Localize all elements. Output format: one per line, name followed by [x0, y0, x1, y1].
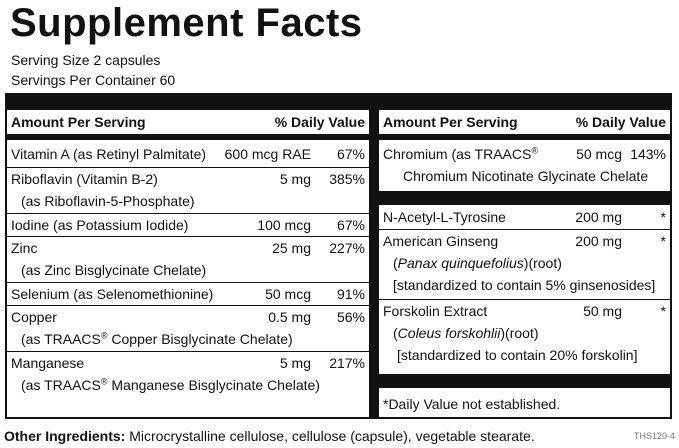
nutrient-amount: 25 mg: [272, 240, 311, 256]
nutrient-amount: 5 mg: [279, 171, 311, 187]
nutrient-row: [7, 305, 369, 350]
nutrient-row: [7, 236, 369, 281]
nutrient-subname: (as TRAACS® Manganese Bisglycinate Chelate): [21, 376, 320, 393]
nutrient-subname: (as TRAACS® Copper Bisglycinate Chelate): [21, 330, 293, 347]
top-rule: [7, 95, 670, 110]
nutrient-name: Iodine (as Potassium Iodide): [11, 217, 189, 233]
nutrient-amount: 600 mcg RAE: [224, 146, 311, 162]
nutrient-amount: 5 mg: [279, 355, 311, 371]
nutrient-amount: 200 mg: [575, 233, 622, 249]
nutrient-row: [379, 206, 670, 228]
nutrient-dv: 385%: [329, 171, 365, 187]
nutrient-amount: 100 mcg: [257, 217, 311, 233]
nutrient-row: [7, 351, 369, 396]
column-divider: [369, 110, 379, 417]
nutrient-row: [379, 229, 670, 298]
section-rule: [379, 374, 670, 388]
nutrient-dv: 217%: [329, 355, 365, 371]
nutrient-name: Forskolin Extract: [383, 303, 488, 319]
nutrient-name: Chromium (as TRAACS®: [383, 145, 538, 162]
dv-header: % Daily Value: [575, 114, 666, 130]
nutrient-amount: 50 mcg: [576, 146, 622, 162]
right-header: [379, 110, 670, 140]
left-header: [7, 110, 369, 140]
nutrient-standardization: [standardized to contain 5% ginsenosides]: [393, 277, 656, 293]
panel-title: Supplement Facts: [10, 1, 363, 45]
other-ingredients-text: Microcrystalline cellulose, cellulose (capsule), vegetable stearate.: [125, 428, 535, 444]
facts-panel: [5, 93, 672, 419]
nutrient-dv: 227%: [329, 240, 365, 256]
other-ingredients-label: Other Ingredients:: [4, 428, 126, 444]
nutrient-row: [7, 282, 369, 305]
nutrient-dv: 143%: [630, 146, 666, 162]
dv-header: % Daily Value: [274, 114, 365, 130]
nutrient-row: [7, 213, 369, 236]
serving-size: Serving Size 2 capsules: [11, 52, 161, 68]
section-rule: [379, 191, 670, 205]
nutrient-amount: 50 mcg: [265, 286, 311, 302]
nutrient-subname: Chromium Nicotinate Glycinate Chelate: [403, 168, 649, 184]
nutrient-amount: 50 mg: [583, 303, 622, 319]
nutrient-dv: 91%: [336, 286, 365, 302]
nutrient-row: [7, 144, 369, 166]
servings-per-container: Servings Per Container 60: [11, 72, 176, 88]
nutrient-subname: (Coleus forskohlii)(root): [393, 325, 539, 341]
nutrient-dv: 56%: [336, 309, 365, 325]
nutrient-amount: 0.5 mg: [268, 309, 311, 325]
nutrient-subname: (Panax quinquefolius)(root): [393, 255, 562, 271]
amount-header: Amount Per Serving: [11, 114, 146, 130]
nutrient-name: American Ginseng: [383, 233, 499, 249]
nutrient-name: Riboflavin (Vitamin B-2): [11, 171, 158, 187]
nutrient-name: Copper: [11, 309, 57, 325]
nutrient-amount: 200 mg: [575, 209, 622, 225]
nutrient-subname: (as Riboflavin-5-Phosphate): [21, 193, 195, 209]
right-column: [379, 110, 670, 417]
nutrient-name: Vitamin A (as Retinyl Palmitate): [11, 146, 207, 162]
nutrient-name: N-Acetyl-L-Tyrosine: [383, 209, 506, 225]
other-ingredients: [4, 427, 535, 445]
nutrient-dv: *: [660, 303, 666, 319]
nutrient-dv: *: [660, 233, 666, 249]
nutrient-name: Selenium (as Selenomethionine): [11, 286, 214, 302]
product-code: THS120-4: [633, 431, 675, 441]
amount-header: Amount Per Serving: [383, 114, 518, 130]
nutrient-row: [379, 299, 670, 368]
nutrient-standardization: [standardized to contain 20% forskolin]: [397, 347, 638, 363]
nutrient-row: [7, 167, 369, 212]
left-column: [7, 110, 369, 417]
nutrient-dv: *: [660, 209, 666, 225]
nutrient-dv: 67%: [336, 146, 365, 162]
nutrient-name: Manganese: [11, 355, 85, 371]
nutrient-subname: (as Zinc Bisglycinate Chelate): [21, 262, 207, 278]
footnote: *Daily Value not established.: [383, 396, 561, 412]
nutrient-row: [379, 144, 670, 188]
nutrient-name: Zinc: [11, 240, 38, 256]
nutrient-dv: 67%: [336, 217, 365, 233]
